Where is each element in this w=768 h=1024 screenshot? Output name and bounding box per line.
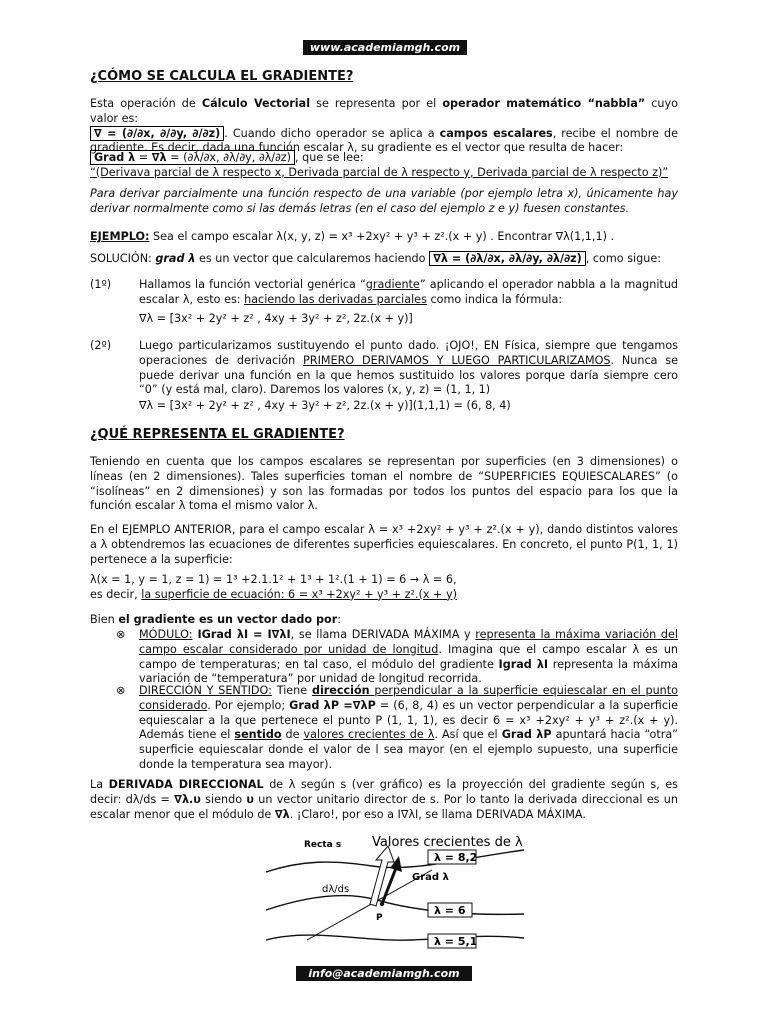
step-1-e: como indica la fórmula: — [426, 292, 563, 306]
gradient-reading: “(Derivava parcial de λ respecto x, Derivada parcial de λ respecto y, Derivada parcial de λ respecto z)” — [90, 165, 669, 179]
module-b: , se llama DERIVADA MÁXIMA y — [290, 628, 476, 641]
solution-line — [90, 252, 678, 267]
intro-text-h: , recibe el nombre de gradiente. Es decir, dada una función escalar λ, su gradiente es el vector que resulta de hacer: — [90, 126, 678, 155]
step-2-number: (2º) — [90, 339, 112, 352]
bullet-icon: ⊗ — [116, 628, 126, 641]
intro-text-d: operador matemático “nabbla” — [442, 97, 646, 110]
dir-i: valores crecientes de λ — [303, 728, 435, 742]
step-2-formula: ∇λ = [3x² + 2y² + z² , 4xy + 3y² + z², 2z.(x + y)](1,1,1) = (6, 8, 4) — [139, 399, 511, 412]
solution-grad: grad λ — [155, 252, 196, 265]
dir-e: Grad λP =∇λP — [289, 698, 376, 712]
module-label: MÓDULO: — [139, 628, 193, 641]
gv-a: Bien — [90, 613, 119, 626]
gradient-formula-box: Grad λ = ∇λ = (∂λ/∂x, ∂λ/∂y, ∂λ/∂z) — [90, 150, 295, 165]
step-2-c: . Nunca se puede derivar una función en la que hemos sustituido los valores porque daría siempre cero “0” (y está mal, claro). Daremos los valores (x, y, z) = (1, 1, 1) — [139, 353, 679, 397]
gradient-diagram — [262, 830, 527, 950]
recta-label: Recta s — [304, 840, 342, 850]
section-title-what: ¿QUÉ REPRESENTA EL GRADIENTE? — [90, 427, 345, 442]
gradient-tail: , que se lee: — [295, 151, 364, 164]
dd-f: υ — [246, 792, 254, 806]
module-f: representa la máxima variación de “temperatura” por unidad de longitud recorrida. — [139, 657, 678, 686]
solution-label: SOLUCIÓN: — [90, 252, 156, 265]
dir-f: = (6, 8, 4) es un vector perpendicular a la superficie equiescalar a la que pertenece el punto P (1, 1, 1), es decir 6 = x³ +2xy² + y³ + z².(x + y). Además tiene el — [139, 698, 678, 742]
surface-equation — [90, 573, 678, 603]
surface-eq-prefix: es decir, — [90, 587, 142, 601]
surfaces-paragraph: Teniendo en cuenta que los campos escalares se representan por superficies (en 3 dimensiones) o líneas (en 2 dimensiones). Tales superficies toman el nombre de “SUPERFICIES EQUIESCALARES” (o “isolíneas” en 2 dimensiones) y son las formadas por todos los puntos del espacio para los que la función escalar λ toma el mismo valor λ. — [90, 455, 678, 513]
module-c: representa la máxima variación del campo escalar considerado por unidad de longitud — [139, 628, 678, 656]
step-2-a: Luego particularizamos sustituyendo el punto dado. ¡OJO!, EN Física, siempre que tengamos operaciones de derivación — [139, 339, 678, 367]
module-d: . Imagina que el campo escalar λ es un campo de temperaturas; en tal caso, el módulo del gradiente — [139, 642, 678, 671]
intro-text-a: Esta operación de — [90, 97, 202, 110]
step-1-formula: ∇λ = [3x² + 2y² + z² , 4xy + 3y² + z², 2z.(x + y)] — [139, 312, 413, 325]
solution-tail: , como sigue: — [585, 252, 661, 265]
step-1-text — [139, 278, 678, 308]
directional-derivative-paragraph — [90, 778, 678, 822]
example-text: Sea el campo escalar λ(x, y, z) = x³ +2xy² + y³ + z².(x + y) . Encontrar ∇λ(1,1,1) . — [149, 230, 615, 243]
dir-h: de — [281, 728, 304, 742]
direction-bullet — [139, 684, 678, 773]
isoline-lower — [266, 935, 524, 940]
module-e: Igrad λI — [498, 657, 549, 671]
step-1-d: haciendo las derivadas parciales — [244, 292, 427, 306]
surface-eq-line-1: λ(x = 1, y = 1, z = 1) = 1³ +2.1.1² + 1³ + 1².(1 + 1) = 6 → λ = 6, — [90, 573, 457, 586]
nabla-operator-box: ∇ = (∂/∂x, ∂/∂y, ∂/∂z) — [90, 126, 224, 141]
dir-a: Tiene — [271, 684, 312, 697]
surface-eq-line-2: la superficie de ecuación: 6 = x³ +2xy² + y³ + z².(x + y) — [141, 587, 457, 601]
dd-h: ∇λ — [274, 807, 290, 821]
dd-d: ∇λ.υ — [174, 792, 201, 806]
dir-b: dirección — [311, 684, 370, 697]
solution-formula-box: ∇λ = (∂λ/∂x, ∂λ/∂y, ∂λ/∂z) — [429, 251, 586, 266]
dd-g: un vector unitario director de s. Por lo tanto la derivada direccional es un escalar menor que el módulo de — [90, 792, 678, 821]
gv-c: : — [337, 613, 342, 626]
dd-a: La — [90, 778, 109, 791]
module-bullet — [139, 628, 678, 687]
step-2-b: PRIMERO DERIVAMOS Y LUEGO PARTICULARIZAMOS — [303, 353, 611, 367]
dir-j: . Así que el — [434, 728, 502, 742]
solution-text: es un vector que calcularemos haciendo — [195, 252, 430, 265]
direction-label: DIRECCIÓN Y SENTIDO: — [139, 684, 272, 697]
example-label: EJEMPLO: — [90, 230, 150, 243]
diagram-title: Valores crecientes de λ — [372, 835, 523, 850]
gv-b: el gradiente es un vector dado por — [118, 613, 338, 626]
deriv-label: dλ/ds — [322, 884, 350, 895]
bullet-icon: ⊗ — [116, 684, 126, 697]
dir-l: apuntará hacia “otra” superficie equiescalar donde el valor de l sea mayor (en el ejemplo supuesto, una superficie donde la temperatura sea mayor). — [139, 728, 678, 771]
dd-b: DERIVADA DIRECCIONAL — [108, 778, 264, 791]
point-p-label: P — [376, 913, 383, 923]
step-1-b: gradiente — [365, 278, 420, 291]
gradient-definition — [90, 151, 678, 181]
point-p-dot — [380, 902, 384, 906]
intro-text-c: se representa por el — [310, 97, 443, 110]
dd-c: de λ según s (ver gráfico) es la proyección del gradiente según s, es decir: dλ/ds = — [90, 778, 678, 806]
step-1-c: ” aplicando el operador nabbla a la magnitud escalar λ, esto es: — [139, 278, 679, 306]
partial-derivative-note: Para derivar parcialmente una función respecto de una variable (por ejemplo letra x), únicamente hay derivar normalmente como si las demás letras (en el caso del ejemplo z e y) fuesen constantes. — [90, 187, 678, 215]
dd-i: . ¡Claro!, por eso a I∇λI, se llama DERIVADA MÁXIMA. — [289, 807, 586, 821]
isoline-middle — [266, 895, 524, 914]
value-8-2: λ = 8,2 — [434, 851, 478, 864]
intro-text-g: campos escalares — [439, 126, 553, 140]
header-url-banner[interactable]: www.academiamgh.com — [303, 40, 467, 55]
intro-text-b: Cálculo Vectorial — [201, 97, 311, 110]
section-title-how: ¿CÓMO SE CALCULA EL GRADIENTE? — [90, 69, 354, 84]
module-formula: IGrad λI = I∇λI — [192, 628, 291, 641]
intro-text-f: . Cuando dicho operador se aplica a — [224, 126, 440, 140]
step-2-text — [139, 339, 678, 398]
dir-c: perpendicular a la superficie equiescalar en el punto considerado — [139, 684, 678, 712]
value-5-1: λ = 5,1 — [434, 935, 478, 948]
dd-e: siendo — [200, 792, 247, 806]
example-surface-paragraph: En el EJEMPLO ANTERIOR, para el campo escalar λ = x³ +2xy² + y³ + z².(x + y), dando distintos valores a λ obtendremos las ecuaciones de diferentes superficies equiescalares. En concreto, el punto P(1, 1, 1) pertenece a la superficie: — [90, 523, 678, 566]
step-1-number: (1º) — [90, 278, 112, 291]
intro-paragraph — [90, 97, 678, 156]
grad-label: Grad λ — [412, 872, 449, 883]
example-statement — [90, 230, 678, 245]
step-1-a: Hallamos la función vectorial genérica “ — [139, 278, 366, 291]
dir-k: Grad λP — [501, 728, 552, 742]
dir-g: sentido — [234, 728, 282, 742]
value-6: λ = 6 — [434, 904, 466, 917]
gradient-vector-intro — [90, 613, 678, 628]
intro-text-e: cuyo valor es: — [90, 97, 678, 125]
footer-email-banner[interactable]: info@academiamgh.com — [296, 966, 472, 981]
direction-arrow — [370, 846, 394, 906]
dir-d: . Por ejemplo; — [207, 698, 290, 712]
